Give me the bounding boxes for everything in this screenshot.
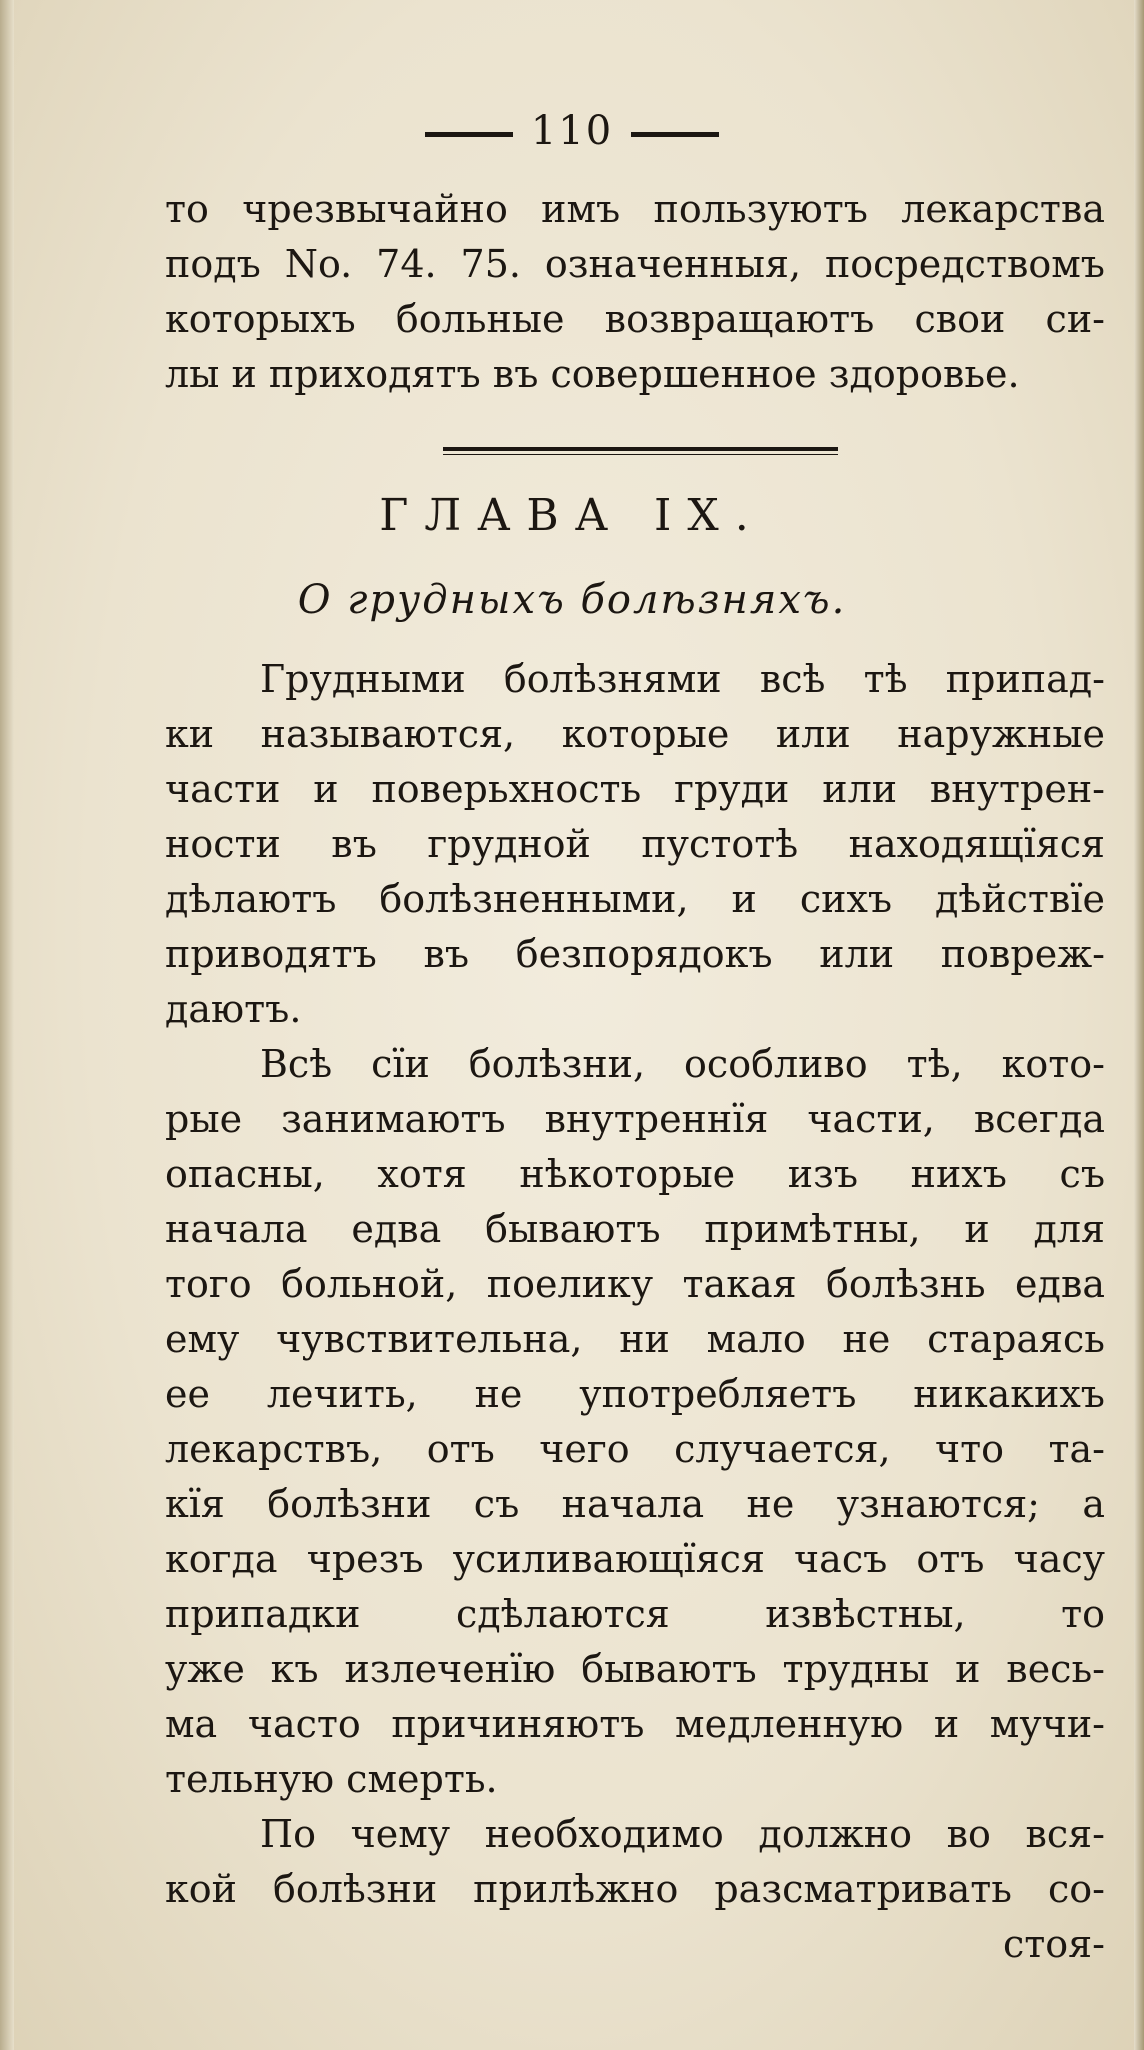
text-line: ки называются, которые или наружные — [165, 712, 1105, 756]
text-line: начала едва бываютъ примѣтны, и для — [165, 1207, 1105, 1251]
text-line: кой болѣзни прилѣжно разсматривать со- — [165, 1867, 1105, 1911]
text-line: даютъ. — [165, 987, 302, 1031]
text-line: лы и приходятъ въ совершенное здоровье. — [165, 352, 1020, 396]
page-right-edge — [1134, 0, 1144, 2050]
text-line: уже къ излеченїю бываютъ трудны и весь- — [165, 1647, 1105, 1691]
text-line: тельную смерть. — [165, 1757, 498, 1801]
text-line: ности въ грудной пустотѣ находящїяся — [165, 822, 1105, 866]
text-line: которыхъ больные возвращаютъ свои си- — [165, 297, 1105, 341]
text-line: кїя болѣзни съ начала не узнаются; а — [165, 1482, 1105, 1526]
text-line: когда чрезъ усиливающїяся часъ отъ часу — [165, 1537, 1105, 1581]
text-line: опасны, хотя нѣкоторые изъ нихъ съ — [165, 1152, 1105, 1196]
text-line: рые занимаютъ внутреннїя части, всегда — [165, 1097, 1105, 1141]
text-line: Грудными болѣзнями всѣ тѣ припад- — [260, 657, 1105, 701]
text-line: того больной, поелику такая болѣзнь едва — [165, 1262, 1105, 1306]
page-left-edge — [0, 0, 14, 2050]
text-line: подъ No. 74. 75. означенныя, посредствомъ — [165, 242, 1105, 286]
text-line: ма часто причиняютъ медленную и мучи- — [165, 1702, 1105, 1746]
page-header — [0, 108, 1144, 154]
text-line: дѣлаютъ болѣзненными, и сихъ дѣйствїе — [165, 877, 1105, 921]
paragraph-2 — [165, 1037, 1105, 1807]
text-line: Всѣ сїи болѣзни, особливо тѣ, кото- — [260, 1042, 1105, 1086]
text-line: лекарствъ, отъ чего случается, что та- — [165, 1427, 1105, 1471]
paragraph-3 — [165, 1807, 1105, 1972]
catchword: стоя- — [1003, 1922, 1105, 1966]
paragraph-1 — [165, 652, 1105, 1037]
chapter-title: ГЛАВА IX. — [379, 490, 765, 541]
text-line: то чрезвычайно имъ пользуютъ лекарства — [165, 187, 1105, 231]
text-line: ему чувствительна, ни мало не стараясь — [165, 1317, 1105, 1361]
header-dash-right — [631, 132, 719, 137]
chapter-subtitle: О грудныхъ болѣзняхъ. — [297, 577, 847, 623]
text-line: По чему необходимо должно во вся- — [260, 1812, 1105, 1856]
continuation-text — [165, 182, 1105, 402]
text-line: приводятъ въ безпорядокъ или повреж- — [165, 932, 1105, 976]
text-line: припадки сдѣлаются извѣстны, то — [165, 1592, 1105, 1636]
text-line: части и поверьхность груди или внутрен- — [165, 767, 1105, 811]
section-divider — [443, 447, 838, 451]
header-dash-left — [425, 132, 513, 137]
text-line: ее лечить, не употребляетъ никакихъ — [165, 1372, 1105, 1416]
page-number: 110 — [530, 108, 614, 154]
